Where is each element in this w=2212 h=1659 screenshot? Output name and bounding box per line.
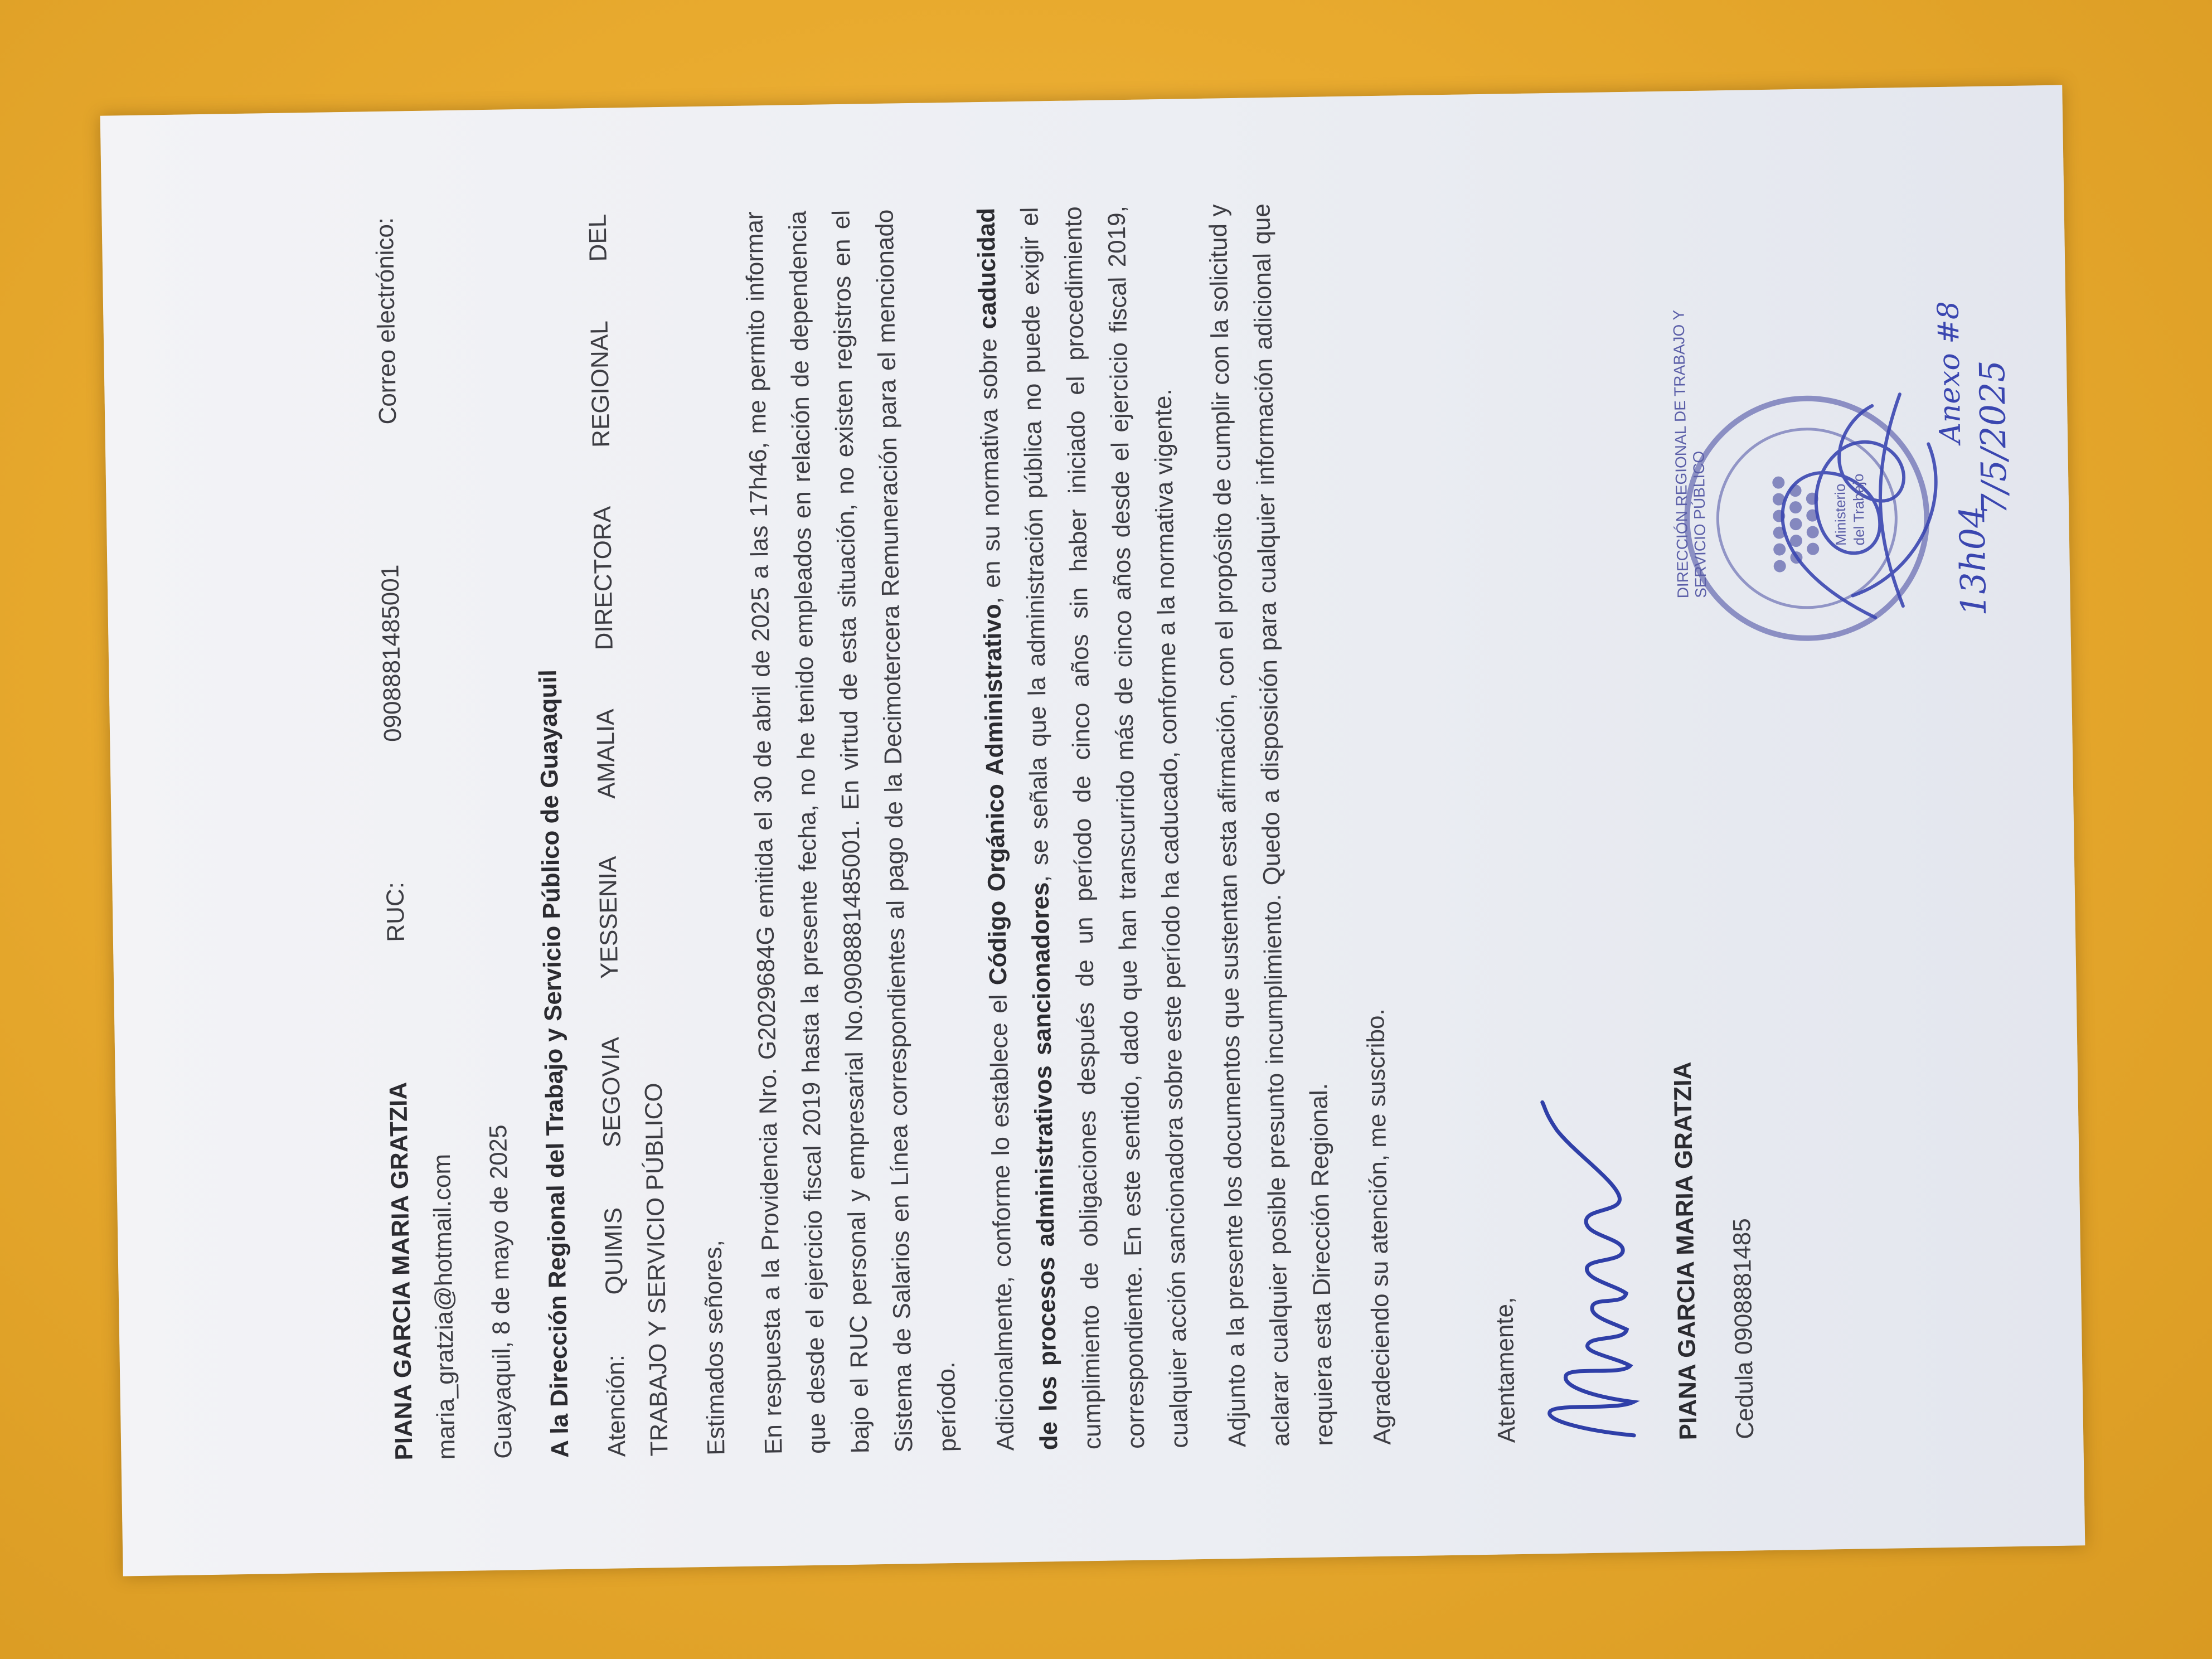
farewell: Atentamente, xyxy=(1491,1297,1521,1443)
stamp-ring-text: DIRECCIÓN REGIONAL DE TRABAJO Y SERVICIO PÚBLICO xyxy=(1670,310,1710,599)
letter-content xyxy=(364,196,1767,1461)
reception-stamp xyxy=(1636,292,2032,688)
paragraph-4: Agradeciendo su atención, me suscribo. xyxy=(1362,1008,1396,1445)
email-label: Correo electrónico: xyxy=(371,217,402,425)
code-reference: Código Orgánico Administrativo xyxy=(978,604,1012,986)
paragraph-2: Adicionalmente, conforme lo establece el Código Orgánico Administrativo, en su normativa sobre caducidad de los procesos administrativos sancionadores, se señala que la administración pública no puede exigir el cumplimiento de obligaciones después de un período de cinco años sin haber iniciado el procedimiento correspondiente. En este sentido, dado que han transcurrido más de cinco años desde el ejercicio fiscal 2019, cualquier acción sancionadora sobre este período ha caducado, conforme a la normativa vigente. xyxy=(972,205,1194,1451)
stamp-center-line-1: Ministerio xyxy=(1831,483,1850,546)
ruc-number: 0908881485001 xyxy=(376,564,407,743)
attention-line-1: Atención: QUIMIS SEGOVIA YESSENIA AMALIA DIRECTORA REGIONAL DEL xyxy=(584,214,631,1457)
handwritten-annex: Anexo #8 xyxy=(1932,300,1968,444)
handwritten-time: 13h04 xyxy=(1952,505,1995,617)
place-date: Guayaquil, 8 de mayo de 2025 xyxy=(484,1124,517,1459)
sender-name: PIANA GARCIA MARIA GRATZIA xyxy=(384,1081,418,1461)
attention-line-2: TRABAJO Y SERVICIO PÚBLICO xyxy=(640,1083,673,1457)
letter-sheet xyxy=(100,85,2085,1576)
paragraph-3: Adjunto a la presente los documentos que sustentan esta afirmación, con el propósito de cumplir con la solicitud y aclarar cualquier posible presunto incumplimiento. Quedo a disposición para cualquier información adicional que requiera esta Dirección Regional. xyxy=(1204,203,1338,1448)
signer-name: PIANA GARCIA MARIA GRATZIA xyxy=(1668,1061,1702,1440)
recipient-title: A la Dirección Regional del Trabajo y Servicio Público de Guayaquil xyxy=(534,669,574,1458)
ruc-label: RUC: xyxy=(381,881,410,943)
signer-id: Cedula 0908881485 xyxy=(1728,1218,1759,1440)
greeting: Estimados señores, xyxy=(699,1239,730,1456)
caducity-reference: caducidad de los procesos administrativos sancionadores xyxy=(972,207,1063,1451)
paragraph-1: En respuesta a la Providencia Nro. G2029684G emitida el 30 de abril de 2025 a las 17h46, me permito informar que desde el ejercicio fiscal 2019 hasta la presente fecha, no he tenido empleados en relación de dependencia bajo el RUC personal y empresarial No.0908881485001. En virtud de esta situación, no existen registros en el Sistema de Salarios en Línea correspondientes al pago de la Decimotercera Remuneración para el mencionado período. xyxy=(740,209,962,1455)
sender-email: maria_gratzia@hotmail.com xyxy=(428,1153,460,1460)
stamp-center-line-2: del Trabajo xyxy=(1850,473,1868,546)
handwritten-date: 7/5/2025 xyxy=(1971,360,2015,516)
